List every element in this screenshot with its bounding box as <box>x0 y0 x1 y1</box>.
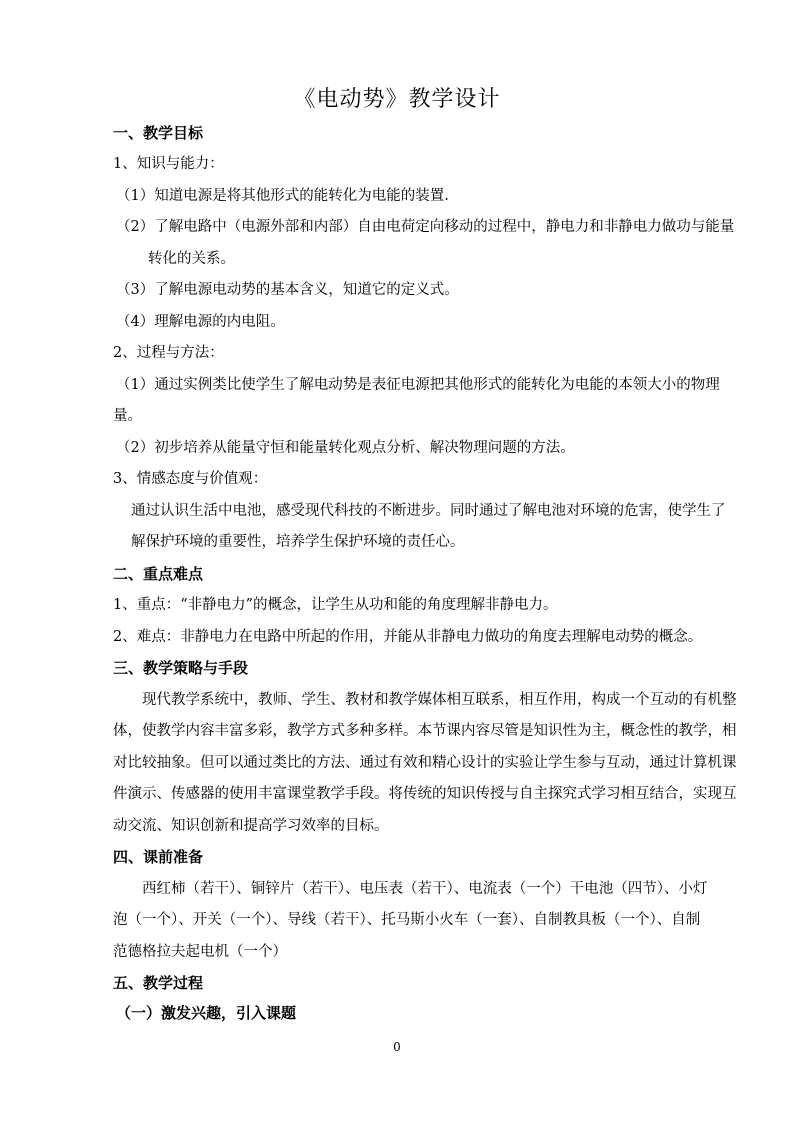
heading-teaching-goals: 一、教学目标 <box>113 124 204 142</box>
heading-strategy: 三、教学策略与手段 <box>113 659 249 677</box>
text-line: 范德格拉夫起电机（一个） <box>113 944 287 960</box>
text-line: 动交流、知识创新和提高学习效率的目标。 <box>113 818 389 834</box>
text-line: 1、知识与能力： <box>113 156 224 172</box>
text-line: 2、过程与方法： <box>113 345 224 361</box>
text-line: （1）知道电源是将其他形式的能转化为电能的装置. <box>116 188 449 204</box>
page-number: 0 <box>393 1040 401 1054</box>
heading-key-points: 二、重点难点 <box>113 565 204 583</box>
text-line: 2、难点：非静电力在电路中所起的作用，并能从非静电力做功的角度去理解电动势的概念。 <box>113 629 703 645</box>
text-line: 量。 <box>113 408 142 424</box>
text-line: （3）了解电源电动势的基本含义，知道它的定义式。 <box>116 282 459 298</box>
heading-preparation: 四、课前准备 <box>113 848 204 866</box>
heading-intro: （一）激发兴趣，引入课题 <box>116 1004 297 1022</box>
heading-process: 五、教学过程 <box>113 974 204 992</box>
text-line: 现代教学系统中，教师、学生、教材和教学媒体相互联系，相互作用，构成一个互动的有机整 <box>142 692 737 708</box>
text-line: 泡（一个）、开关（一个）、导线（若干）、托马斯小火车（一套）、自制教具板（一个）、自制 <box>113 912 701 928</box>
text-line: 解保护环境的重要性，培养学生保护环境的责任心。 <box>131 534 465 550</box>
text-line: （2）了解电路中（电源外部和内部）自由电荷定向移动的过程中，静电力和非静电力做功与能量 <box>116 219 735 235</box>
text-line: 对比较抽象。但可以通过类比的方法、通过有效和精心设计的实验让学生参与互动，通过计算机课 <box>113 755 737 771</box>
text-line: 通过认识生活中电池，感受现代科技的不断进步。同时通过了解电池对环境的危害，使学生了 <box>131 503 726 519</box>
text-line: （2）初步培养从能量守恒和能量转化观点分析、解决物理问题的方法。 <box>116 440 575 456</box>
text-line: 西红柿（若干）、铜锌片（若干）、电压表（若干）、电流表（一个）干电池（四节）、小灯 <box>142 881 708 897</box>
text-line: 体，使教学内容丰富多彩，教学方式多种多样。本节课内容尽管是知识性为主，概念性的教学，相 <box>113 723 737 739</box>
text-line: （4）理解电源的内电阻。 <box>116 314 285 330</box>
document-title: 《电动势》教学设计 <box>293 87 501 112</box>
text-line: 1、重点：“非静电力”的概念，让学生从功和能的角度理解非静电力。 <box>113 597 558 613</box>
text-line: 件演示、传感器的使用丰富课堂教学手段。将传统的知识传授与自主探究式学习相互结合，实现互 <box>113 786 737 802</box>
text-line: （1）通过实例类比使学生了解电动势是表征电源把其他形式的能转化为电能的本领大小的物理 <box>116 377 720 393</box>
text-line: 转化的关系。 <box>148 251 235 267</box>
text-line: 3、情感态度与价值观： <box>113 471 268 487</box>
